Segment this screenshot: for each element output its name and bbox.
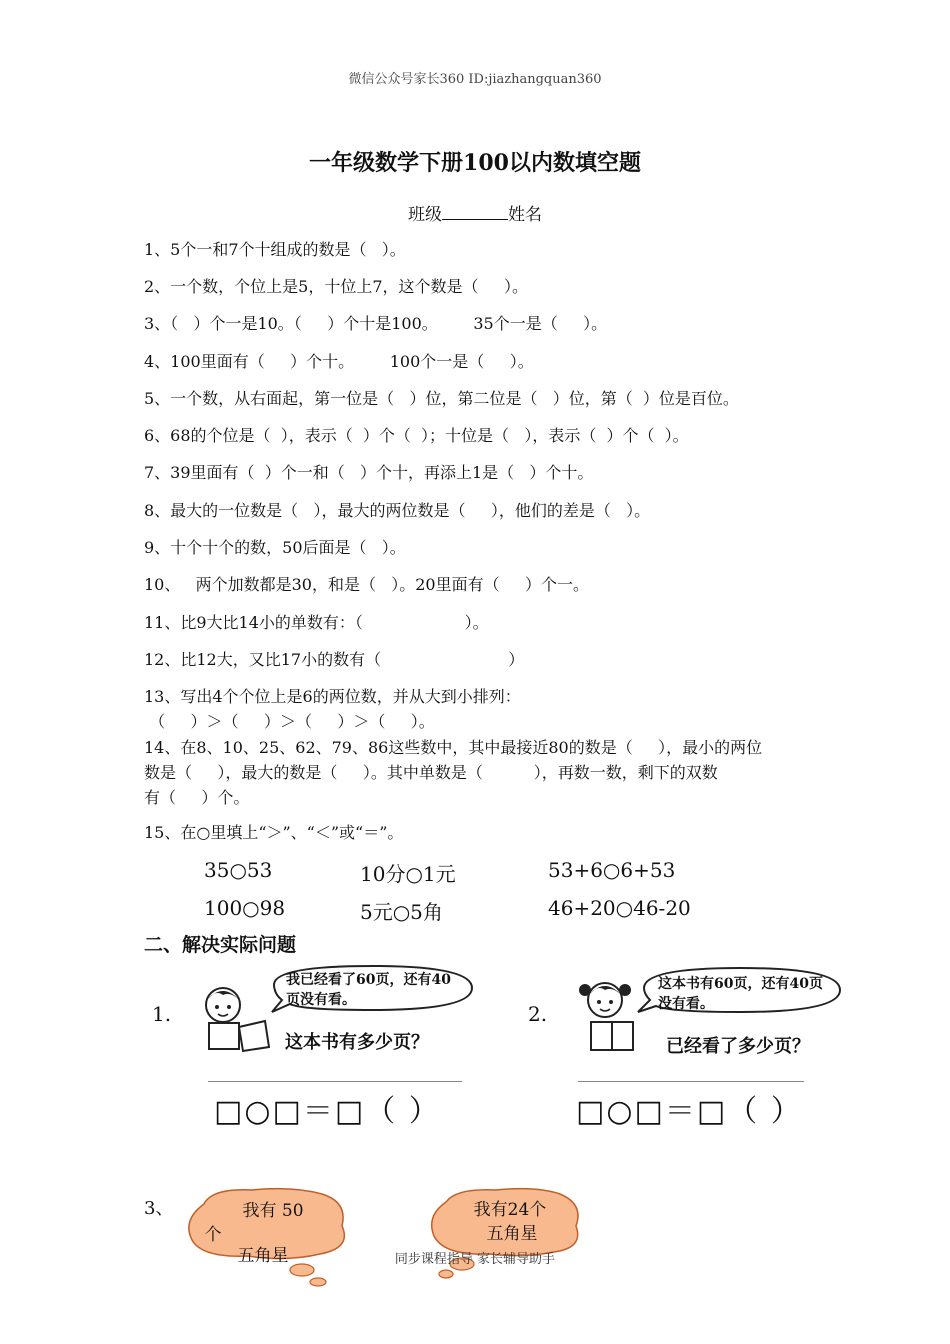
class-name-line	[0, 200, 950, 225]
problem-3-number: 3、	[144, 1198, 174, 1219]
question-12: 12、比12大，又比17小的数有（ ）	[144, 650, 525, 669]
class-label: 班级	[408, 205, 442, 225]
problem-2-formula: □○□＝□（ ）	[576, 1094, 803, 1129]
answer-line	[208, 1081, 462, 1082]
question-11: 11、比9大比14小的单数有：（ ）。	[144, 613, 489, 632]
compare-item: 5元○5角	[360, 900, 443, 924]
compare-item: 46+20○46-20	[548, 896, 691, 920]
problem-1-formula: □○□＝□（ ）	[214, 1094, 441, 1129]
answer-line	[578, 1081, 804, 1082]
problem-2-illustration	[526, 962, 846, 1062]
compare-item: 100○98	[204, 896, 286, 920]
compare-item: 10分○1元	[360, 862, 456, 886]
question-6: 6、68的个位是（ ），表示（ ）个（ ）；十位是（ ），表示（ ）个（ ）。	[144, 426, 689, 445]
question-15: 15、在○里填上“＞”、“＜”或“＝”。	[144, 823, 404, 842]
problem-2-bubble-text: 这本书有60页，还有40页没有看。	[658, 976, 823, 1012]
cloud-2-line-1: 我有24个	[473, 1200, 547, 1220]
page-footer: 同步课程指导 家长辅导助手	[394, 1252, 556, 1267]
question-14-line-3: 有（ ）个。	[144, 788, 250, 807]
compare-item: 53+6○6+53	[548, 858, 676, 882]
cloud-1-line-3: 五角星	[237, 1246, 289, 1266]
cloud-1-line-1: 我有 50	[242, 1201, 304, 1221]
section-2-title: 二、解决实际问题	[144, 934, 297, 956]
problem-1-illustration	[150, 962, 480, 1062]
compare-item: 35○53	[204, 858, 273, 882]
problem-1-question: 这本书有多少页？	[285, 1032, 429, 1053]
question-1: 1、5个一和7个十组成的数是（ ）。	[144, 240, 406, 259]
question-8: 8、最大的一位数是（ ），最大的两位数是（ ），他们的差是（ ）。	[144, 501, 651, 520]
name-label: 姓名	[508, 205, 542, 225]
problem-2-question: 已经看了多少页？	[666, 1036, 810, 1057]
cloud-1-line-2: 个	[204, 1225, 222, 1245]
question-14-line-1: 14、在8、10、25、62、79、86这些数中，其中最接近80的数是（ ），最小的两位	[144, 738, 763, 757]
page-title: 一年级数学下册100以内数填空题	[309, 150, 641, 176]
cloud-2-line-2: 五角星	[486, 1224, 538, 1244]
page-header: 微信公众号家长360 ID:jiazhangquan360	[348, 72, 602, 87]
problem-1-bubble-text: 我已经看了60页，还有40页没有看。	[286, 972, 451, 1008]
question-4: 4、100里面有（ ）个十。 100个一是（ ）。	[144, 352, 534, 371]
class-blank[interactable]	[442, 205, 508, 220]
problem-2-number: 2.	[528, 1002, 548, 1026]
problem-1-number: 1.	[152, 1002, 172, 1026]
question-9: 9、十个十个的数，50后面是（ ）。	[144, 538, 406, 557]
question-13-answer-line: （ ）＞（ ）＞（ ）＞（ ）。	[144, 712, 435, 731]
question-5: 5、一个数，从右面起，第一位是（ ）位，第二位是（ ）位，第（ ）位是百位。	[144, 389, 739, 408]
question-3: 3、（ ）个一是10。（ ）个十是100。 35个一是（ ）。	[144, 314, 608, 333]
question-7: 7、39里面有（ ）个一和（ ）个十，再添上1是（ ）个十。	[144, 463, 594, 482]
question-2: 2、一个数，个位上是5，十位上7，这个数是（ ）。	[144, 277, 528, 296]
question-14-line-2: 数是（ ），最大的数是（ ）。其中单数是（ ），再数一数，剩下的双数	[144, 763, 718, 782]
question-13: 13、写出4个个位上是6的两位数，并从大到小排列：	[144, 687, 521, 706]
question-10: 10、 两个加数都是30，和是（ ）。20里面有（ ）个一。	[144, 575, 590, 594]
